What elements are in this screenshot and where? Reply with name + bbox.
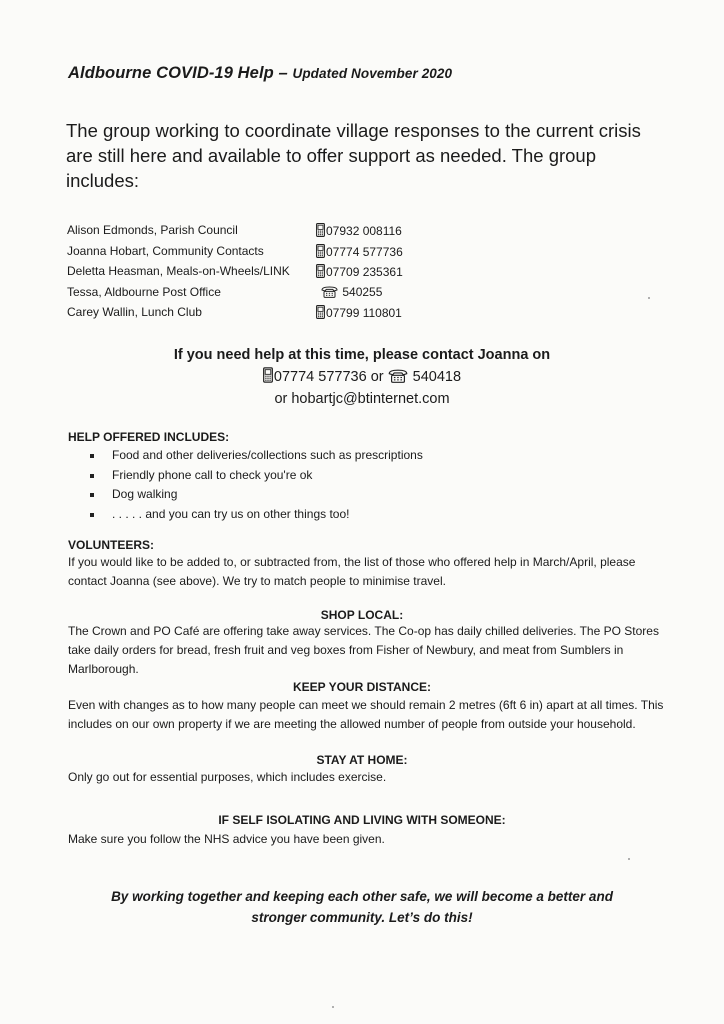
title-updated: Updated November 2020 — [292, 66, 453, 81]
contact-name: Tessa, Aldbourne Post Office — [67, 284, 221, 299]
mobile-phone-icon — [316, 223, 325, 237]
scan-speck — [628, 858, 630, 860]
volunteers-text: If you would like to be added to, or subtracted from, the list of those who offered help in March/April, please contact Joanna (see above). We try to match people to minimise travel. — [68, 555, 636, 588]
list-item: Food and other deliveries/collections such as prescriptions — [90, 446, 423, 466]
stay-home-text: Only go out for essential purposes, which includes exercise. — [68, 770, 387, 784]
title-main: Aldbourne COVID-19 Help – — [68, 64, 288, 82]
closing-message — [0, 886, 724, 928]
list-item: Friendly phone call to check you're ok — [90, 466, 423, 486]
document-title — [68, 64, 452, 83]
list-item: Dog walking — [90, 485, 423, 505]
shop-local-text: The Crown and PO Café are offering take away services. The Co-op has daily chilled deliveries. The PO Stores take daily orders for bread, fresh fruit and veg boxes from Fisher of Newbury, and meat from Sumblers in Marlborough. — [68, 624, 659, 676]
contact-number: 07774 577736 — [326, 244, 403, 259]
contact-number: 07799 110801 — [326, 306, 402, 320]
telephone-icon — [388, 369, 408, 383]
scan-speck — [648, 297, 650, 299]
help-email-line: or hobartjc@btinternet.com — [274, 391, 450, 407]
mobile-phone-icon — [316, 244, 325, 258]
closing-line-1: By working together and keeping each other safe, we will become a better and — [111, 889, 613, 904]
contact-number: 07932 008116 — [326, 224, 402, 238]
contact-row — [67, 244, 467, 265]
list-item: . . . . . and you can try us on other things too! — [90, 505, 423, 525]
closing-line-2: stronger community. Let’s do this! — [251, 910, 473, 925]
shop-local-heading: SHOP LOCAL: — [320, 608, 404, 622]
help-contact-numbers — [0, 366, 724, 388]
help-phone-number: 540418 — [412, 369, 462, 385]
help-contact-block — [0, 344, 724, 410]
help-offered-heading: HELP OFFERED INCLUDES: — [68, 430, 230, 444]
contact-number: 07709 235361 — [326, 265, 403, 279]
help-or-text: or — [370, 369, 384, 385]
contact-row — [67, 264, 467, 285]
intro-paragraph: The group working to coordinate village responses to the current crisis are still here and available to offer support as needed. The group includes: — [66, 120, 641, 191]
keep-distance-text: Even with changes as to how many people can meet we should remain 2 metres (6ft 6 in) apart at all times. This includes on our own property if we are meeting the allowed number of people from outside your household. — [68, 698, 664, 731]
help-mobile-number: 07774 577736 — [273, 369, 367, 385]
contact-name: Joanna Hobart, Community Contacts — [67, 243, 264, 258]
contact-name: Carey Wallin, Lunch Club — [67, 305, 202, 319]
stay-home-heading: STAY AT HOME: — [316, 753, 408, 767]
telephone-icon — [321, 286, 338, 298]
help-offered-list — [90, 446, 423, 524]
scan-speck — [332, 1006, 334, 1008]
mobile-phone-icon — [316, 264, 325, 278]
contact-list — [67, 223, 467, 326]
contact-name: Alison Edmonds, Parish Council — [67, 223, 238, 237]
contact-row — [67, 223, 467, 244]
contact-name: Deletta Heasman, Meals-on-Wheels/LINK — [67, 264, 290, 278]
contact-row — [67, 305, 467, 326]
self-isolating-heading: IF SELF ISOLATING AND LIVING WITH SOMEONE: — [218, 813, 506, 827]
mobile-phone-icon — [316, 305, 325, 319]
keep-distance-heading: KEEP YOUR DISTANCE: — [292, 680, 432, 694]
self-isolating-text: Make sure you follow the NHS advice you have been given. — [68, 832, 385, 846]
contact-number: 540255 — [342, 284, 383, 299]
help-contact-heading: If you need help at this time, please contact Joanna on — [173, 347, 551, 363]
contact-row — [67, 285, 467, 306]
volunteers-heading: VOLUNTEERS: — [68, 538, 155, 552]
mobile-phone-icon — [263, 367, 273, 383]
